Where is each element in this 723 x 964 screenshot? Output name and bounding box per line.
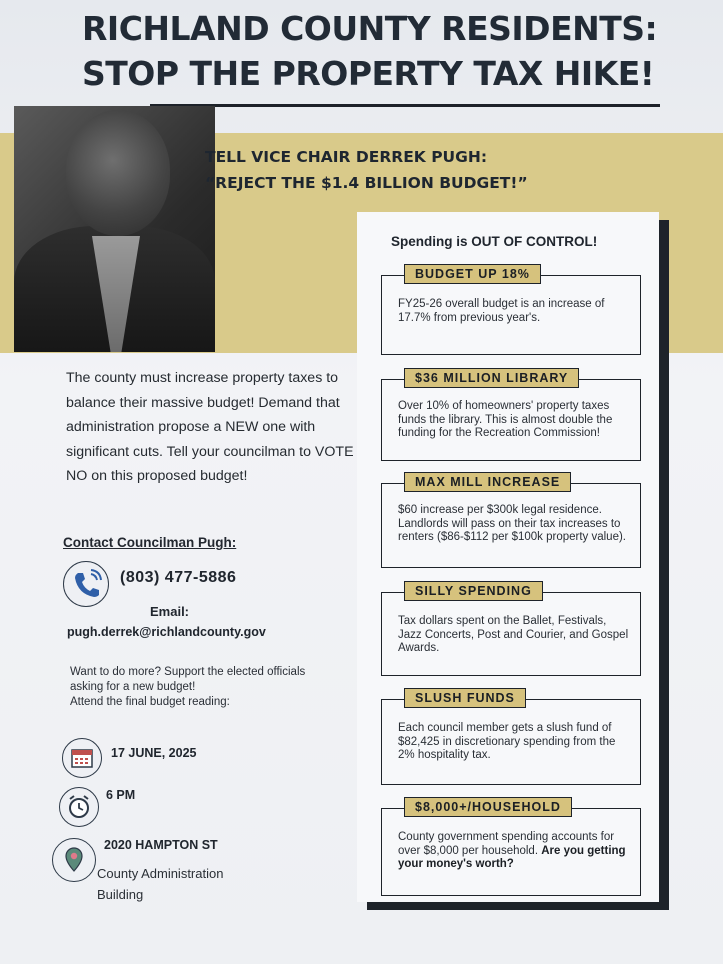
- card-text: Each council member gets a slush fund of $82,425 in discretionary spending from the 2% hospitality tax.: [398, 722, 616, 761]
- card-text-plain: County government spending accounts for over $8,000 per household.: [398, 831, 615, 857]
- divider: [150, 104, 660, 107]
- card-text: Over 10% of homeowners' property taxes funds the library. This is almost double the funding for the Recreation Commission!: [398, 400, 613, 439]
- calendar-icon: [62, 738, 102, 778]
- event-date: 17 JUNE, 2025: [111, 746, 197, 760]
- councilman-photo: [14, 106, 215, 352]
- support-line-2: Attend the final budget reading:: [70, 696, 230, 708]
- card-slush: [381, 691, 641, 785]
- panel-title: Spending is OUT OF CONTROL!: [391, 234, 598, 249]
- card-household: [381, 800, 641, 896]
- support-text: [70, 665, 310, 710]
- card-tag: $36 MILLION LIBRARY: [404, 368, 579, 388]
- phone-number[interactable]: (803) 477-5886: [120, 569, 237, 586]
- intro-paragraph: The county must increase property taxes to balance their massive budget! Demand that administration propose a NEW one with significant cuts. Tell your councilman to VOTE NO on this proposed budget!: [66, 370, 354, 484]
- support-line-1: Want to do more? Support the elected officials asking for a new budget!: [70, 666, 306, 693]
- card-tag: SILLY SPENDING: [404, 581, 543, 601]
- card-text: Tax dollars spent on the Ballet, Festivals, Jazz Concerts, Post and Courier, and Gospel Awards.: [398, 615, 629, 654]
- email-label: Email:: [150, 604, 190, 619]
- spending-panel: [357, 212, 659, 902]
- card-text-bold: Are you getting your money's worth?: [398, 844, 626, 870]
- event-time: 6 PM: [106, 788, 136, 802]
- event-address: 2020 HAMPTON ST: [104, 838, 218, 852]
- headline-line-1: RICHLAND COUNTY RESIDENTS:: [82, 9, 658, 48]
- card-tag: MAX MILL INCREASE: [404, 472, 571, 492]
- card-budget: [381, 267, 641, 355]
- event-building: County Administration Building: [97, 866, 224, 902]
- headline: [82, 6, 702, 96]
- tell-line-2: “REJECT THE $1.4 BILLION BUDGET!”: [205, 174, 528, 192]
- alarm-clock-icon: [59, 787, 99, 827]
- card-tag: SLUSH FUNDS: [404, 688, 526, 708]
- email-address[interactable]: pugh.derrek@richlandcounty.gov: [67, 625, 266, 639]
- call-to-action: [205, 144, 528, 196]
- phone-icon: [63, 561, 109, 607]
- card-text: $60 increase per $300k legal residence. Landlords will pass on their tax increases to renters ($86-$112 per $100k property value).: [398, 504, 627, 543]
- card-tag: BUDGET UP 18%: [404, 264, 541, 284]
- contact-heading: Contact Councilman Pugh:: [63, 535, 237, 550]
- card-tag: $8,000+/HOUSEHOLD: [404, 797, 572, 817]
- tell-line-1: TELL VICE CHAIR DERREK PUGH:: [205, 148, 488, 166]
- card-mill: [381, 475, 641, 568]
- headline-line-2: STOP THE PROPERTY TAX HIKE!: [82, 54, 655, 93]
- location-pin-icon: [52, 838, 96, 882]
- card-text: FY25-26 overall budget is an increase of 17.7% from previous year's.: [398, 298, 605, 324]
- card-silly: [381, 584, 641, 676]
- card-text: [398, 831, 632, 872]
- card-library: [381, 371, 641, 461]
